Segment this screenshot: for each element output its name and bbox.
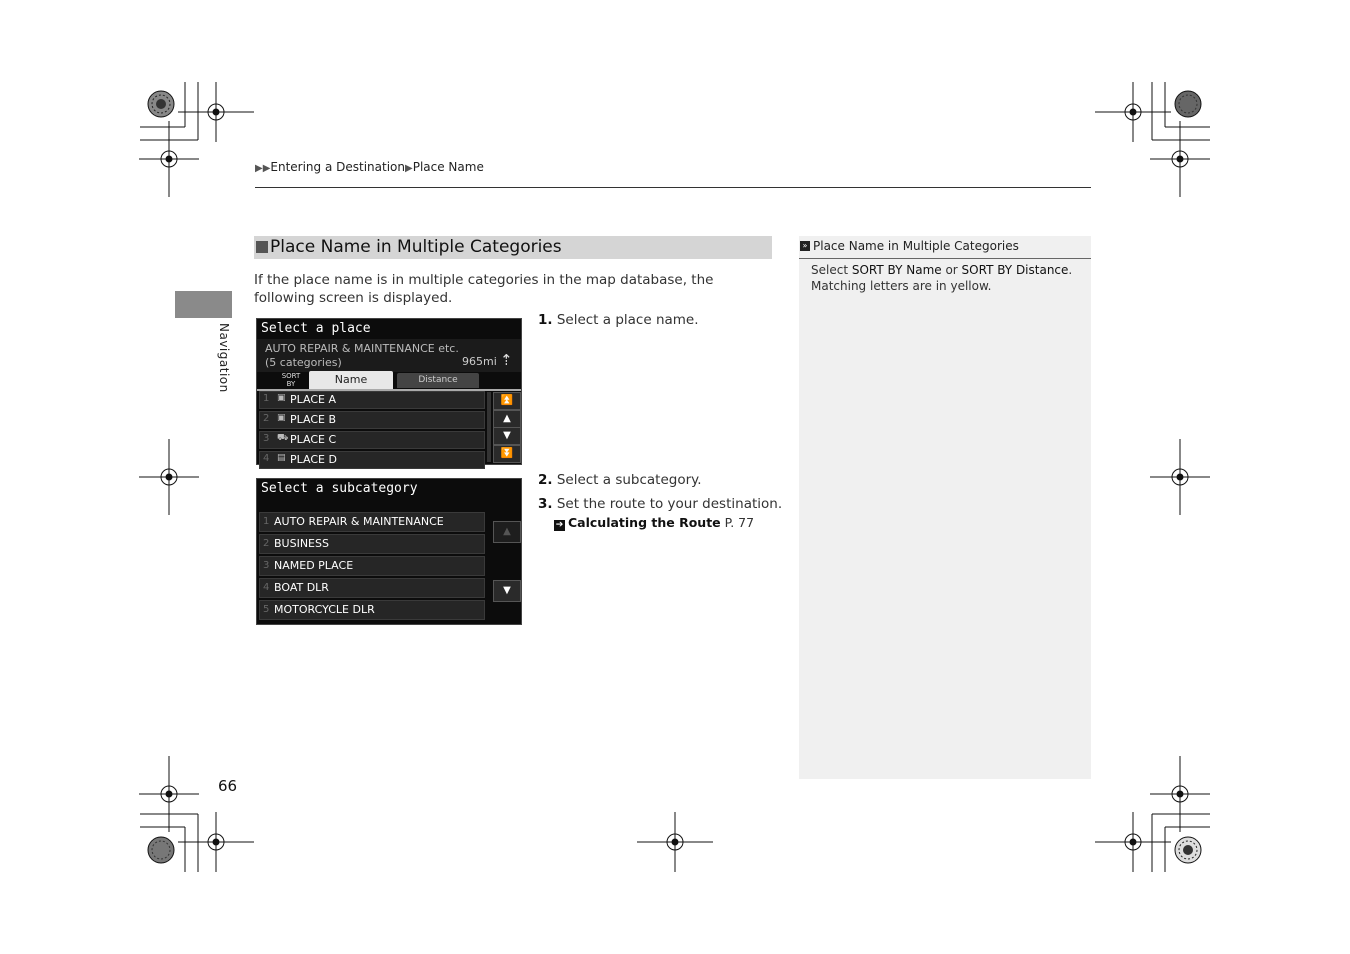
category-info-line1: AUTO REPAIR & MAINTENANCE etc. [265,342,459,355]
list-item[interactable] [259,512,485,532]
screen-select-subcategory [256,478,522,625]
list-item-label: BUSINESS [274,537,329,550]
note-title: Place Name in Multiple Categories [813,239,1019,253]
list-item[interactable] [259,411,485,429]
list-item[interactable] [259,578,485,598]
breadcrumb-separator: ▶ [405,163,413,174]
list-item-label: AUTO REPAIR & MAINTENANCE [274,515,444,528]
scrollbar-track[interactable] [487,392,491,462]
tab-sort-distance[interactable]: Distance [397,373,479,388]
intro-paragraph: If the place name is in multiple categories in the map database, the following screen is displayed. [254,272,714,306]
cross-reference-link[interactable] [554,515,754,531]
category-info-line2: (5 categories) [265,356,342,369]
xref-title: Calculating the Route [568,515,721,530]
screen-title: Select a place [261,321,371,336]
list-item-number: 3 [263,433,270,444]
xref-page: P. 77 [724,515,755,530]
step-text: Select a place name. [556,312,699,328]
list-item-label: PLACE A [290,393,336,406]
note-header [799,236,1091,259]
place-list [259,391,485,471]
place-category-icon: ▤ [277,453,286,463]
list-item-label: MOTORCYCLE DLR [274,603,375,616]
list-item-number: 4 [263,453,270,464]
step-number: 1. [538,312,553,328]
line-down-icon[interactable]: ▼ [493,580,521,602]
chapter-tab-label: Navigation [217,323,231,393]
list-item-label: PLACE D [290,453,337,466]
list-item[interactable] [259,534,485,554]
breadcrumb-item-entering-destination[interactable]: Entering a Destination [270,160,405,174]
breadcrumb-item-place-name: Place Name [412,160,484,174]
note-line-1 [811,262,1072,278]
section-title: Place Name in Multiple Categories [270,237,562,257]
list-item-number: 4 [263,582,270,593]
step-3 [538,496,782,512]
note-keyword: SORT BY Distance [961,263,1069,277]
list-item[interactable] [259,451,485,469]
double-chevron-icon: » [800,241,810,251]
list-item[interactable] [259,556,485,576]
list-item-number: 3 [263,560,270,571]
list-item-number: 1 [263,393,270,404]
list-item-number: 2 [263,538,270,549]
step-number: 2. [538,472,553,488]
subcategory-list [259,512,485,622]
screen-title: Select a subcategory [261,481,418,496]
screen-select-place [256,318,522,465]
sort-by-label: SORT BY [281,372,301,388]
side-note [799,236,1091,779]
note-keyword: SORT BY Name [851,263,942,277]
place-category-icon: ▣ [277,413,286,423]
step-2 [538,472,702,488]
list-item[interactable] [259,600,485,620]
line-down-icon[interactable]: ▼ [493,427,521,445]
list-item-label: NAMED PLACE [274,559,354,572]
square-bullet-icon [256,241,268,253]
tab-sort-name[interactable]: Name [309,371,393,389]
page-number: 66 [218,777,238,795]
list-item-label: PLACE C [290,433,337,446]
note-body [811,262,1072,294]
section-heading [254,236,772,259]
page-up-icon[interactable]: ⏫ [493,392,521,410]
list-item-number: 1 [263,516,270,527]
category-info [257,339,521,372]
distance-readout: 965mi [462,355,497,368]
line-up-icon[interactable]: ▲ [493,521,521,543]
page-down-icon[interactable]: ⏬ [493,445,521,463]
note-line-2: Matching letters are in yellow. [811,279,992,293]
chapter-tab[interactable] [175,291,232,318]
compass-icon: ⇡ [500,351,513,369]
list-item[interactable] [259,431,485,449]
breadcrumb-arrows: ▶▶ [255,163,271,174]
step-text: Set the route to your destination. [556,496,783,512]
step-number: 3. [538,496,553,512]
list-item-number: 2 [263,413,270,424]
sort-row [257,371,521,389]
place-category-icon: ▣ [277,393,286,403]
note-text: or [941,263,962,277]
list-item-label: BOAT DLR [274,581,329,594]
breadcrumb [255,160,484,174]
list-item-number: 5 [263,604,270,615]
header-rule [255,187,1091,188]
list-item[interactable] [259,391,485,409]
note-text: Select [811,263,852,277]
step-1 [538,312,699,328]
reference-arrow-icon: ➔ [555,520,564,530]
line-up-icon[interactable]: ▲ [493,410,521,428]
place-category-icon: ⛟ [277,433,289,443]
note-text: . [1068,263,1073,277]
list-item-label: PLACE B [290,413,337,426]
step-text: Select a subcategory. [556,472,702,488]
